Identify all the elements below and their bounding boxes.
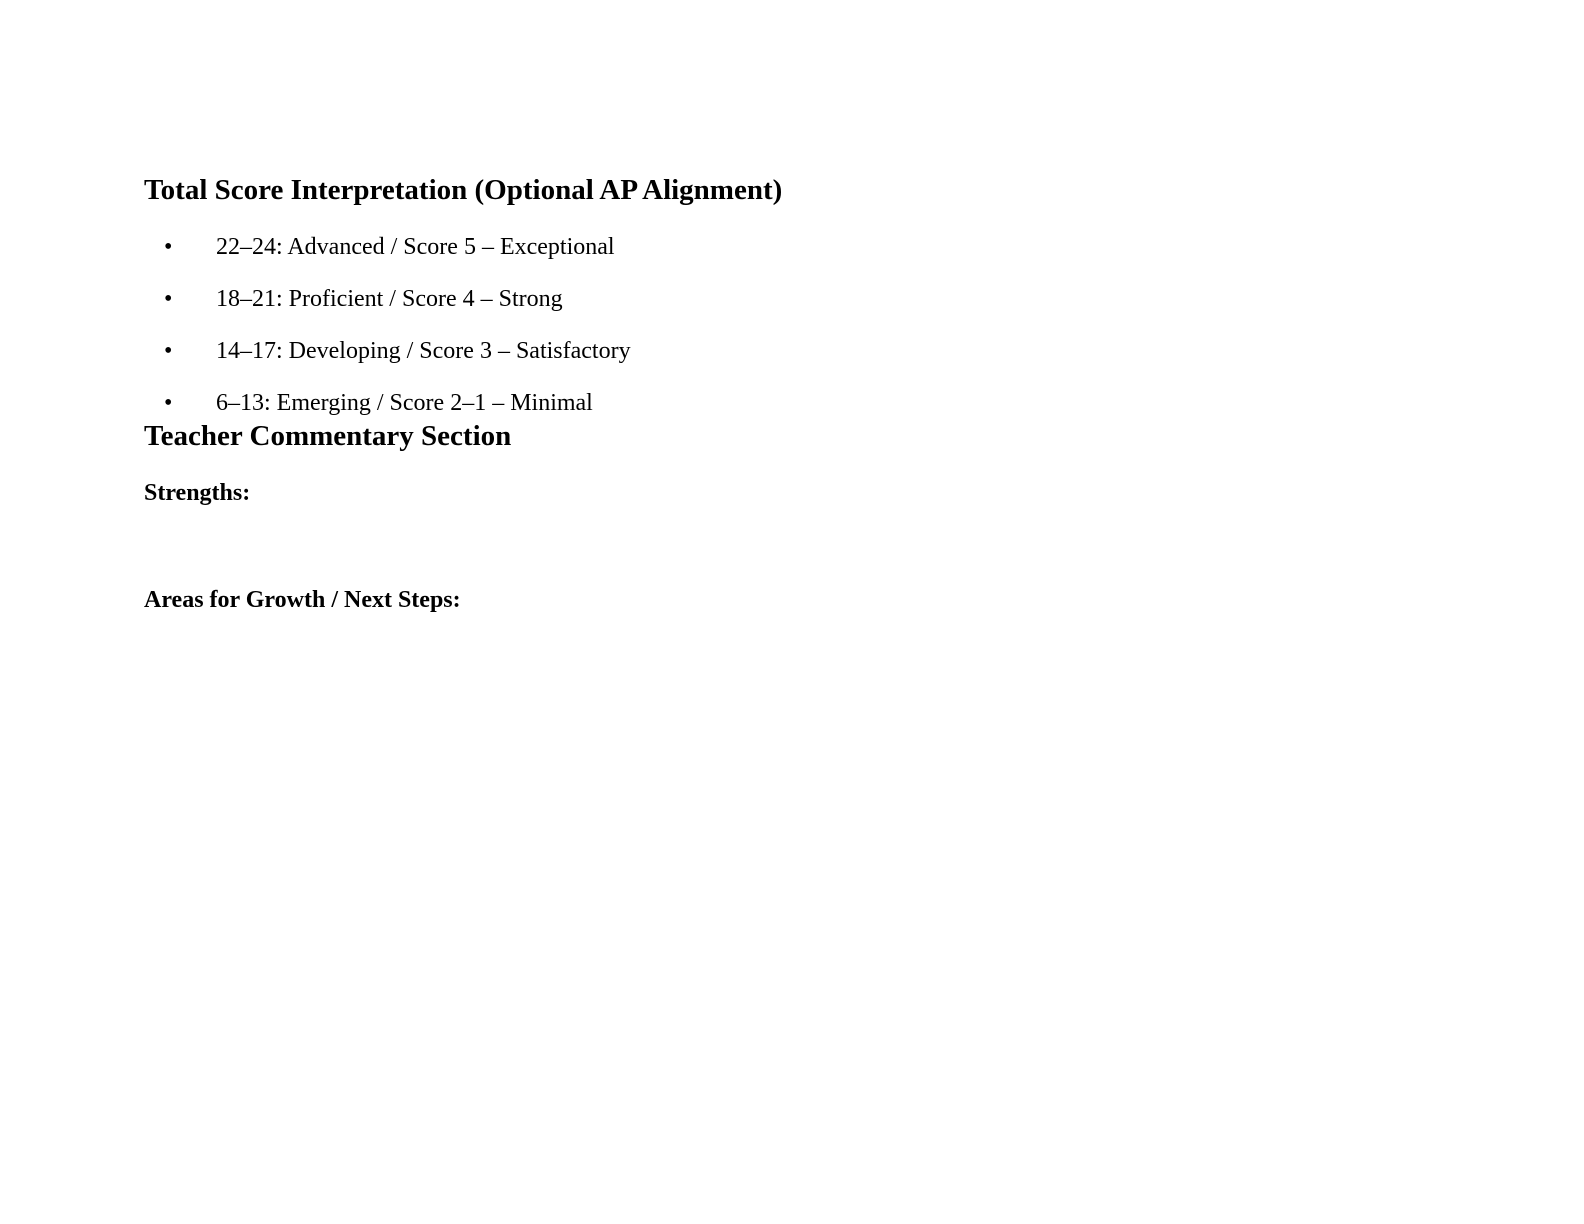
score-range-text: 18–21: Proficient / Score 4 – Strong	[216, 286, 563, 312]
bullet-icon: •	[164, 338, 173, 364]
bullet-icon: •	[164, 286, 173, 312]
score-range-text: 6–13: Emerging / Score 2–1 – Minimal	[216, 390, 593, 416]
score-range-text: 14–17: Developing / Score 3 – Satisfactory	[216, 338, 631, 364]
page-content	[144, 172, 1440, 615]
bullet-icon: •	[164, 390, 173, 416]
score-interpretation-heading: Total Score Interpretation (Optional AP Alignment)	[144, 174, 783, 206]
score-interpretation-list	[144, 232, 1440, 418]
list-item	[144, 232, 1440, 262]
score-range-text: 22–24: Advanced / Score 5 – Exceptional	[216, 234, 615, 260]
list-item	[144, 336, 1440, 366]
growth-next-steps-label: Areas for Growth / Next Steps:	[144, 587, 461, 613]
list-item	[144, 284, 1440, 314]
teacher-commentary-heading: Teacher Commentary Section	[144, 420, 512, 452]
list-item	[144, 388, 1440, 418]
bullet-icon: •	[164, 234, 173, 260]
strengths-label: Strengths:	[144, 480, 251, 506]
